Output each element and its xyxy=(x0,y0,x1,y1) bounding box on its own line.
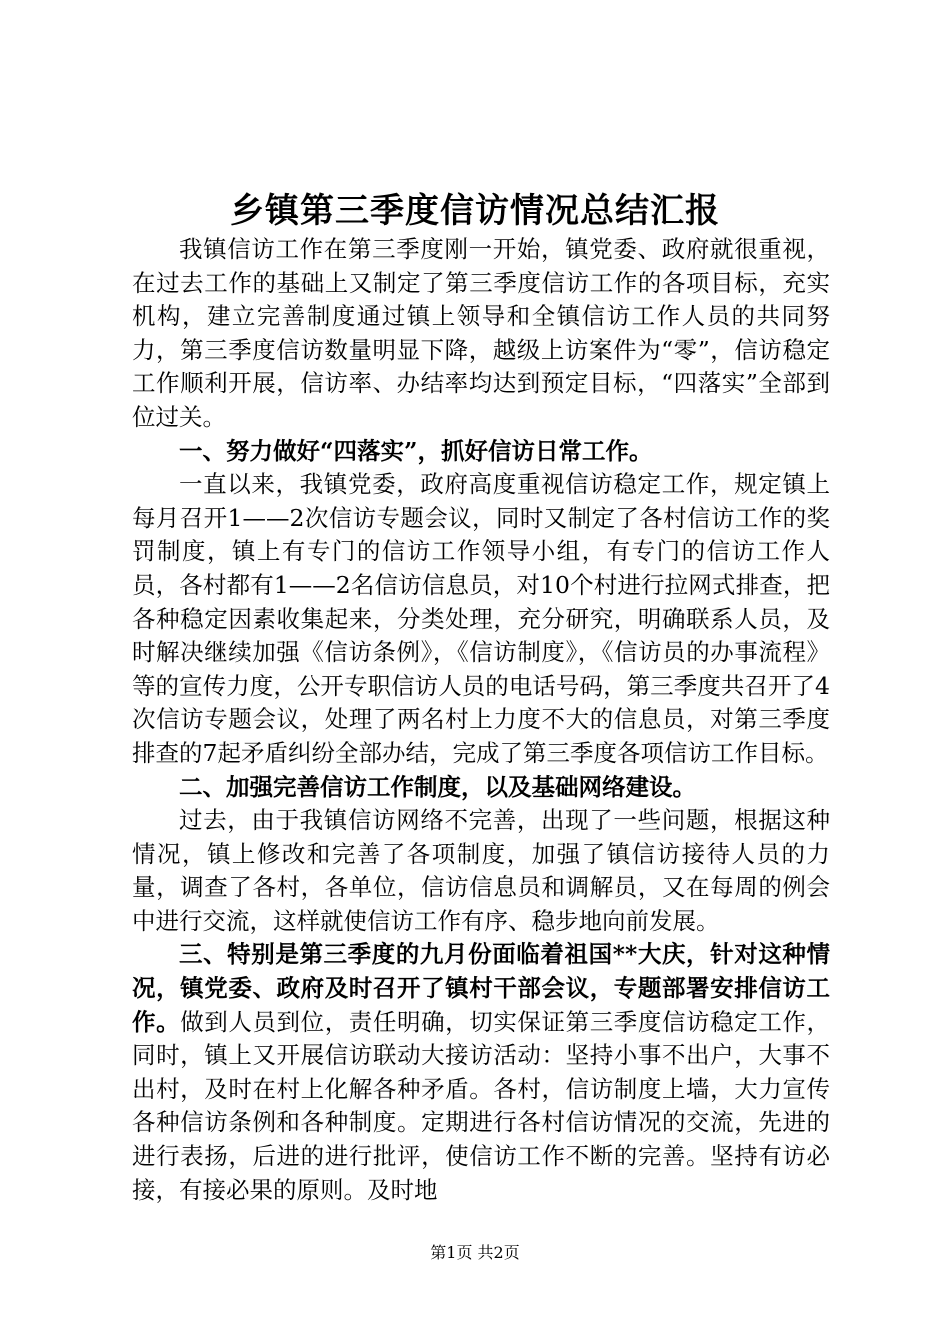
section-paragraph-2: 过去，由于我镇信访网络不完善，出现了一些问题，根据这种情况，镇上修改和完善了各项制度，加强了镇信访接待人员的力量，调查了各村，各单位，信访信息员和调解员，又在每周的例会中进行交流，这样就使信访工作有序、稳步地向前发展。 xyxy=(132,806,830,935)
section-heading-1: 一、努力做好“四落实”，抓好信访日常工作。 xyxy=(179,436,653,465)
document-body xyxy=(132,233,830,1207)
section-paragraph-1: 一直以来，我镇党委，政府高度重视信访稳定工作，规定镇上每月召开1——2次信访专题会议，同时又制定了各村信访工作的奖罚制度，镇上有专门的信访工作领导小组，有专门的信访工作人员，各村都有1——2名信访信息员，对10个村进行拉网式排查，把各种稳定因素收集起来，分类处理，充分研究，明确联系人员，及时解决继续加强《信访条例》，《信访制度》，《信访员的办事流程》等的宣传力度，公开专职信访人员的电话号码，第三季度共召开了4次信访专题会议，处理了两名村上力度不大的信息员，对第三季度排查的7起矛盾纠纷全部办结，完成了第三季度各项信访工作目标。 xyxy=(132,470,830,767)
section-paragraph-3-body: 做到人员到位，责任明确，切实保证第三季度信访稳定工作，同时，镇上又开展信访联动大接访活动：坚持小事不出户，大事不出村，及时在村上化解各种矛盾。各村，信访制度上墙，大力宣传各种信访条例和各种制度。定期进行各村信访情况的交流，先进的进行表扬，后进的进行批评，使信访工作不断的完善。坚持有访必接，有接必果的原则。及时地 xyxy=(132,1007,831,1204)
section-heading-3: 三、特别是第三季度的九月份面临着祖国**大庆，针对这种情况，镇党委、政府及时召开了镇村干部会议，专题部署安排信访工作。 xyxy=(132,940,830,1036)
page-number-footer: 第1页 共2页 xyxy=(430,1243,520,1262)
document-title: 乡镇第三季度信访情况总结汇报 xyxy=(230,191,720,231)
intro-paragraph: 我镇信访工作在第三季度刚一开始，镇党委、政府就很重视，在过去工作的基础上又制定了第三季度信访工作的各项目标，充实机构，建立完善制度通过镇上领导和全镇信访工作人员的共同努力，第三季度信访数量明显下降，越级上访案件为“零”，信访稳定工作顺利开展，信访率、办结率均达到预定目标，“四落实”全部到位过关。 xyxy=(132,235,830,431)
section-paragraph-3 xyxy=(132,938,830,1207)
section-heading-2: 二、加强完善信访工作制度，以及基础网络建设。 xyxy=(179,772,696,801)
